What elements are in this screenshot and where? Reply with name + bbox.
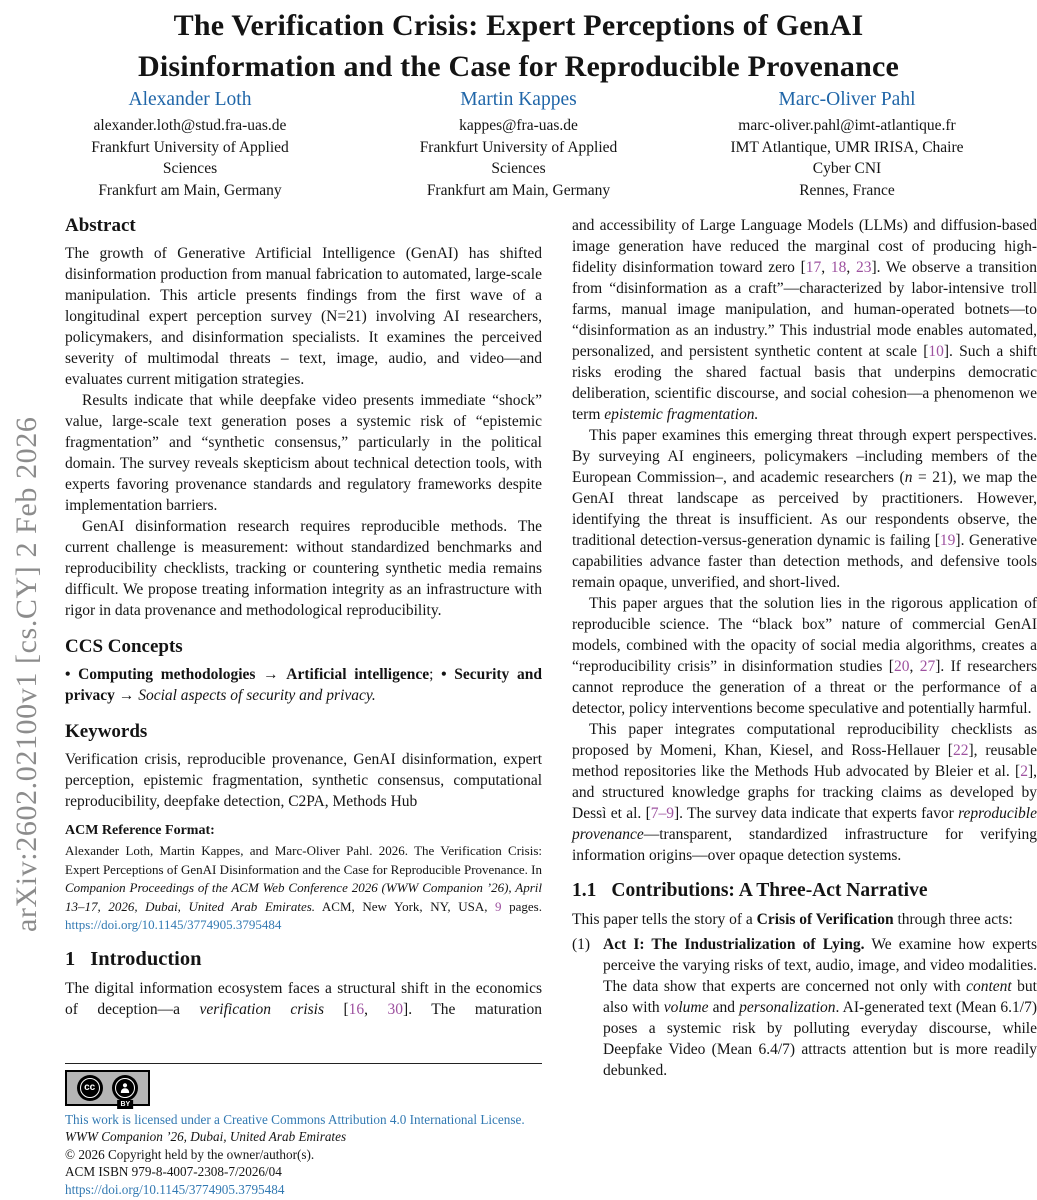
citation-link[interactable]: 2 xyxy=(1020,763,1028,780)
contributions-heading xyxy=(572,880,1037,902)
abstract-heading: Abstract xyxy=(65,215,136,236)
title-block xyxy=(0,5,1037,87)
text-span: epistemic fragmentation. xyxy=(604,406,759,423)
abstract-paragraph xyxy=(65,243,542,390)
text-span: personalization xyxy=(739,999,836,1016)
body-paragraph xyxy=(572,425,1037,593)
text-span: , xyxy=(364,1000,388,1018)
author-card-2 xyxy=(369,87,669,201)
text-span: , xyxy=(846,259,856,276)
citation-link[interactable]: 23 xyxy=(855,259,872,276)
text-span: n xyxy=(904,469,913,486)
text-span: ], reusable method repositories like the Methods Hub advocated by Bleier et al. [ xyxy=(572,742,1037,780)
author-affiliation: Frankfurt University of Applied Sciences xyxy=(91,138,289,177)
citation-link[interactable]: 10 xyxy=(928,343,944,360)
citation-link[interactable]: 9 xyxy=(495,898,502,914)
ccs-paragraph xyxy=(65,664,542,706)
cc-icon xyxy=(77,1075,103,1101)
arxiv-watermark: arXiv:2602.02100v1 [cs.CY] 2 Feb 2026 xyxy=(10,416,43,932)
author-email: marc-oliver.pahl@imt-atlantique.fr xyxy=(738,117,956,134)
venue-line: WWW Companion ’26, Dubai, United Arab Emirates xyxy=(65,1129,347,1144)
url-link[interactable]: https://doi.org/10.1145/3774905.3795484 xyxy=(65,917,282,932)
text-span: • Computing methodologies xyxy=(65,666,256,683)
subsection-title: Contributions: A Three-Act Narrative xyxy=(611,880,928,901)
text-span: ]. The maturation xyxy=(403,1000,542,1018)
list-item-body xyxy=(603,934,1037,1081)
citation-link[interactable]: 18 xyxy=(830,259,847,276)
text-span: • Security and privacy xyxy=(65,666,542,704)
section-number: 1 xyxy=(65,947,76,970)
footnote-rule xyxy=(65,1063,542,1064)
cc-icon-letters: cc xyxy=(80,1078,100,1098)
author-location: Frankfurt am Main, Germany xyxy=(98,181,282,199)
text-span: and xyxy=(708,999,740,1016)
text-span: volume xyxy=(663,999,709,1016)
paper-title-line-2: Disinformation and the Case for Reproducible Provenance xyxy=(138,50,899,83)
author-affiliation: Frankfurt University of Applied Sciences xyxy=(419,138,618,177)
text-span: Alexander Loth, Martin Kappes, and Marc-Oliver Pahl. 2026. The Verification Crisis: Expert Perceptions of GenAI Disinformation and the Case for Reproducible Provenance. In xyxy=(65,843,542,877)
text-span: and accessibility of Large Language Models (LLMs) and diffusion-based image generation have reduced the marginal cost of producing high-fidelity disinformation toward zero [ xyxy=(572,217,1037,276)
text-span: Verification crisis, reproducible provenance, GenAI disinformation, expert perception, epistemic fragmentation, synthetic consensus, computational reproducibility, deepfake detection, C2PA, Methods Hub xyxy=(65,751,542,810)
text-span: Companion Proceedings of the ACM Web Conference 2026 (WWW Companion ’26), April 13–17, 2026, Dubai, United Arab Emirates. xyxy=(65,880,542,914)
citation-link[interactable]: 30 xyxy=(387,1000,404,1018)
text-span: —transparent, standardized infrastructure for verifying information origins—over opaque detection systems. xyxy=(572,826,1037,864)
left-column xyxy=(65,215,542,1200)
body-paragraph xyxy=(572,593,1037,719)
author-name: Alexander Loth xyxy=(128,89,252,110)
introduction-paragraph xyxy=(65,978,542,1020)
text-span: ; xyxy=(429,666,442,683)
contributions-intro xyxy=(572,909,1037,930)
text-span: → xyxy=(114,687,139,704)
paper-title-line-1: The Verification Crisis: Expert Perceptions of GenAI xyxy=(173,9,864,42)
text-span: This paper examines this emerging threat through expert perspectives. By surveying AI engineers, policymakers –including members of the European Commission–, and academic researchers ( xyxy=(572,427,1037,486)
body-paragraph xyxy=(572,719,1037,866)
keywords-paragraph xyxy=(65,749,542,812)
citation-link[interactable]: 19 xyxy=(939,532,956,549)
citation-link[interactable]: 7–9 xyxy=(650,805,674,822)
text-span: ]. If researchers cannot reproduce the generation of a threat or the performance of a detector, policy interventions become speculative and potentially harmful. xyxy=(572,658,1037,717)
author-name: Marc-Oliver Pahl xyxy=(778,89,916,110)
text-span: ]. The survey data indicate that experts favor xyxy=(673,805,959,822)
copyright-line: © 2026 Copyright held by the owner/author(s). xyxy=(65,1146,315,1162)
text-span: pages. xyxy=(501,898,542,914)
text-span: Crisis of Verification xyxy=(756,911,894,928)
list-item-label: (1) xyxy=(572,936,591,953)
citation-link[interactable]: 17 xyxy=(805,259,822,276)
author-location: Rennes, France xyxy=(799,181,895,199)
text-span: The digital information ecosystem faces a structural shift in the economics of deception—a xyxy=(65,979,542,1018)
footnote-block xyxy=(65,1063,542,1199)
subsection-number: 1.1 xyxy=(572,880,597,901)
citation-link[interactable]: 20 xyxy=(893,658,910,675)
author-name: Martin Kappes xyxy=(460,89,577,110)
text-span: Artificial intelligence xyxy=(286,666,430,683)
keywords-heading: Keywords xyxy=(65,721,148,742)
author-email: alexander.loth@stud.fra-uas.de xyxy=(93,117,287,134)
text-span: [ xyxy=(324,1000,349,1018)
cc-by-person-icon xyxy=(112,1075,138,1108)
text-span: Act I: The Industrialization of Lying. xyxy=(603,936,865,953)
citation-link[interactable]: 22 xyxy=(952,742,969,759)
text-span: ], and structured knowledge graphs for tracking claims as developed by Dessì et al. [ xyxy=(572,763,1037,822)
text-span: . AI-generated text (Mean 6.1/7) poses a systemic risk by polluting everyday discourse, while Deepfake Video (Mean 6.4/7) attracts attention but is more readily debunked. xyxy=(603,999,1037,1079)
text-span: The growth of Generative Artificial Intelligence (GenAI) has shifted disinformation production from manual fabrication to automated, large-scale manipulation. This article presents findings from the first wave of a longitudinal expert perception survey (N=21) involving AI researchers, policymakers, and disinformation specialists. It examines the perceived severity of multimodal threats – text, image, audio, and video—and evaluates current mitigation strategies. xyxy=(65,245,542,388)
text-span: , xyxy=(909,658,920,675)
text-span: This paper argues that the solution lies in the rigorous application of reproducible science. The “black box” nature of commercial GenAI models, combined with the opacity of social media algorithms, creates a “reproducibility crisis” in disinformation studies [ xyxy=(572,595,1037,675)
acm-reference-paragraph xyxy=(65,842,542,935)
license-link[interactable]: This work is licensed under a Creative Commons Attribution 4.0 International License. xyxy=(65,1111,525,1127)
text-span: This paper tells the story of a xyxy=(572,911,757,928)
author-card-1 xyxy=(40,87,340,201)
person-icon xyxy=(115,1078,135,1098)
text-span: ]. Generative capabilities advance faster than detection methods, and defensive tools remain opaque, unverified, and short-lived. xyxy=(572,532,1037,591)
isbn-line: ACM ISBN 979-8-4007-2308-7/2026/04 xyxy=(65,1164,282,1179)
acm-reference-heading: ACM Reference Format: xyxy=(65,823,215,838)
abstract-paragraph xyxy=(65,390,542,516)
author-location: Frankfurt am Main, Germany xyxy=(426,181,611,199)
text-span: reproducible provenance xyxy=(572,805,1037,843)
text-span: GenAI disinformation research requires reproducible methods. The current challenge is measurement: without standardized benchmarks and reproducibility checklists, tracking or countering synthetic media remains difficult. We propose treating information integrity as an infrastructure with rigor in data provenance and methodological reproducibility. xyxy=(65,518,542,619)
text-span: Results indicate that while deepfake video presents immediate “shock” value, large-scale text generation poses a systemic risk of “epistemic fragmentation” and “synthetic consensus,” particularly in the political domain. The survey reveals skepticism about technical detection tools, with experts favoring provenance standards and regulatory frameworks despite implementation barriers. xyxy=(65,392,542,514)
author-block xyxy=(40,87,997,201)
citation-link[interactable]: 27 xyxy=(919,658,936,675)
cc-by-badge[interactable] xyxy=(65,1070,150,1106)
text-span: ]. We observe a transition from “disinformation as a craft”—characterized by labor-intensive troll farms, manual image manipulation, and human-operated botnets—to “disinformation as an industry.” This industrial mode enables automated, personalized, and persistent synthetic content at scale [ xyxy=(572,259,1037,360)
body-paragraph xyxy=(572,215,1037,425)
text-span: but also with xyxy=(603,978,1037,1016)
section-title: Introduction xyxy=(90,947,202,970)
abstract-paragraph xyxy=(65,516,542,621)
text-span: content xyxy=(966,978,1012,995)
cc-by-label: BY xyxy=(117,1100,133,1109)
text-span: We examine how experts perceive the varying risks of text, audio, image, and video modalities. The data show that experts are concerned not only with xyxy=(603,936,1037,995)
text-span: verification crisis xyxy=(199,1000,325,1018)
author-email: kappes@fra-uas.de xyxy=(459,117,578,134)
text-span: ]. Such a shift risks eroding the shared factual basis that underpins democratic deliberation, scientific discourse, and social cohesion—a phenomenon we term xyxy=(572,343,1037,423)
ccs-heading: CCS Concepts xyxy=(65,636,183,657)
text-span: → xyxy=(255,666,287,683)
author-affiliation: IMT Atlantique, UMR IRISA, Chaire Cyber CNI xyxy=(730,138,964,177)
text-span: This paper integrates computational reproducibility checklists as proposed by Momeni, Khan, Kiesel, and Ross-Hellauer [ xyxy=(572,721,1037,759)
paper-title xyxy=(0,5,1037,87)
introduction-heading xyxy=(65,948,542,971)
doi-link[interactable]: https://doi.org/10.1145/3774905.3795484 xyxy=(65,1181,285,1197)
text-span: ACM, New York, NY, USA, xyxy=(315,898,496,914)
text-span: = 21), we map the GenAI threat landscape as perceived by practitioners. However, identifying the threat is insufficient. As our respondents observe, the traditional detection-versus-generation dynamic is failing [ xyxy=(572,469,1037,549)
citation-link[interactable]: 16 xyxy=(348,1000,365,1018)
right-column xyxy=(572,215,1037,1200)
author-card-3 xyxy=(697,87,997,201)
text-span: , xyxy=(821,259,831,276)
text-span: Social aspects of security and privacy. xyxy=(138,687,376,704)
text-span: through three acts: xyxy=(893,911,1013,928)
contribution-item-1 xyxy=(572,934,1037,1081)
